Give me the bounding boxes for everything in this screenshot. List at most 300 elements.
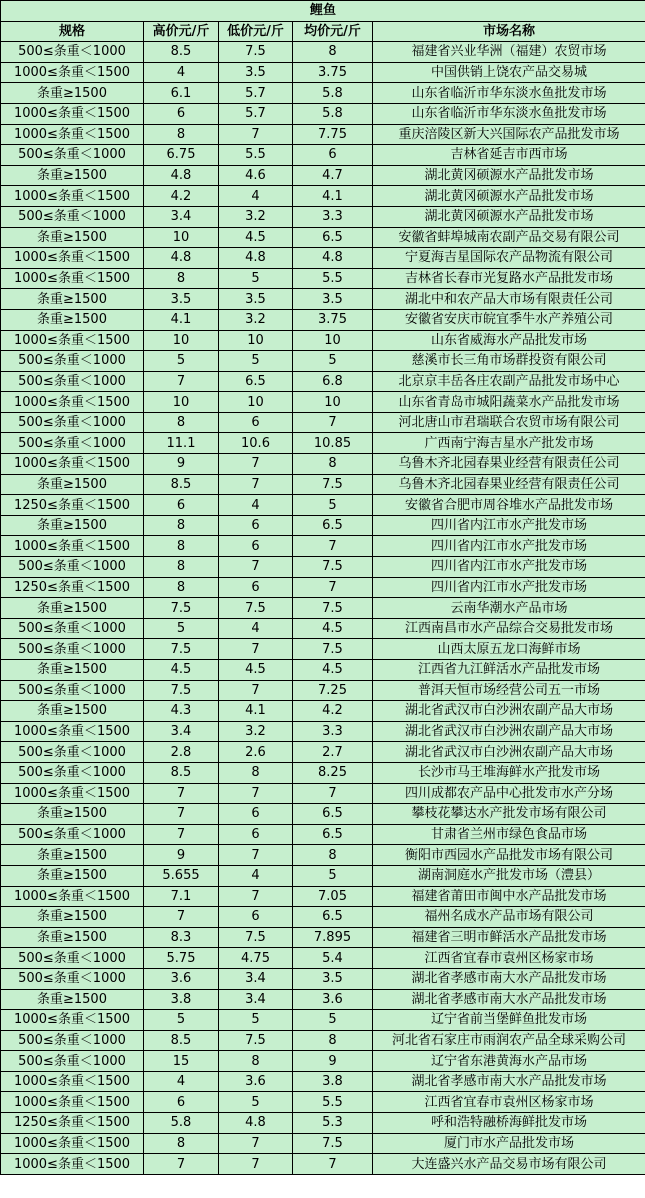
header-market-name: 市场名称 bbox=[373, 21, 645, 42]
cell-market-name: 湖北黄冈硕源水产品批发市场 bbox=[373, 206, 645, 227]
cell-low-price: 5 bbox=[219, 268, 293, 289]
cell-market-name: 大连盛兴水产品交易市场有限公司 bbox=[373, 1154, 645, 1175]
cell-spec: 500≤条重＜1000 bbox=[1, 1051, 144, 1072]
header-avg-price: 均价元/斤 bbox=[293, 21, 373, 42]
table-row bbox=[1, 1113, 645, 1134]
cell-spec: 500≤条重＜1000 bbox=[1, 618, 144, 639]
cell-spec: 条重≥1500 bbox=[1, 804, 144, 825]
cell-market-name: 辽宁省东港黄海水产品市场 bbox=[373, 1051, 645, 1072]
cell-avg-price: 6.5 bbox=[293, 824, 373, 845]
cell-market-name: 四川成都农产品中心批发市水产分场 bbox=[373, 783, 645, 804]
table-row bbox=[1, 701, 645, 722]
cell-low-price: 4.5 bbox=[219, 227, 293, 248]
cell-low-price: 10.6 bbox=[219, 433, 293, 454]
cell-low-price: 10 bbox=[219, 330, 293, 351]
cell-avg-price: 6.8 bbox=[293, 371, 373, 392]
cell-market-name: 湖北省武汉市白沙洲农副产品大市场 bbox=[373, 742, 645, 763]
table-row bbox=[1, 927, 645, 948]
cell-spec: 500≤条重＜1000 bbox=[1, 206, 144, 227]
cell-market-name: 衡阳市西园水产品批发市场有限公司 bbox=[373, 845, 645, 866]
cell-spec: 条重≥1500 bbox=[1, 907, 144, 928]
cell-high-price: 5 bbox=[144, 1010, 219, 1031]
cell-avg-price: 5.8 bbox=[293, 103, 373, 124]
cell-spec: 500≤条重＜1000 bbox=[1, 433, 144, 454]
cell-market-name: 北京京丰岳各庄农副产品批发市场中心 bbox=[373, 371, 645, 392]
cell-low-price: 4 bbox=[219, 865, 293, 886]
cell-avg-price: 5 bbox=[293, 1010, 373, 1031]
cell-high-price: 10 bbox=[144, 330, 219, 351]
cell-market-name: 安徽省合肥市周谷堆水产品批发市场 bbox=[373, 495, 645, 516]
cell-high-price: 7.5 bbox=[144, 680, 219, 701]
cell-high-price: 6 bbox=[144, 495, 219, 516]
cell-high-price: 2.8 bbox=[144, 742, 219, 763]
table-row bbox=[1, 1051, 645, 1072]
cell-spec: 500≤条重＜1000 bbox=[1, 948, 144, 969]
cell-spec: 条重≥1500 bbox=[1, 989, 144, 1010]
cell-spec: 1000≤条重＜1500 bbox=[1, 268, 144, 289]
cell-spec: 1250≤条重＜1500 bbox=[1, 577, 144, 598]
cell-high-price: 4.1 bbox=[144, 309, 219, 330]
cell-high-price: 3.8 bbox=[144, 989, 219, 1010]
cell-low-price: 7 bbox=[219, 1133, 293, 1154]
table-row bbox=[1, 762, 645, 783]
cell-avg-price: 5.8 bbox=[293, 83, 373, 104]
cell-avg-price: 8 bbox=[293, 1030, 373, 1051]
cell-spec: 1000≤条重＜1500 bbox=[1, 392, 144, 413]
cell-spec: 条重≥1500 bbox=[1, 289, 144, 310]
cell-high-price: 8.5 bbox=[144, 1030, 219, 1051]
cell-market-name: 甘肃省兰州市绿色食品市场 bbox=[373, 824, 645, 845]
cell-low-price: 3.4 bbox=[219, 989, 293, 1010]
cell-market-name: 安徽省蚌埠城南农副产品交易有限公司 bbox=[373, 227, 645, 248]
table-row bbox=[1, 268, 645, 289]
cell-avg-price: 7 bbox=[293, 783, 373, 804]
cell-avg-price: 5.4 bbox=[293, 948, 373, 969]
cell-avg-price: 3.5 bbox=[293, 968, 373, 989]
cell-avg-price: 4.1 bbox=[293, 186, 373, 207]
cell-low-price: 4.1 bbox=[219, 701, 293, 722]
cell-low-price: 7 bbox=[219, 845, 293, 866]
cell-high-price: 10 bbox=[144, 227, 219, 248]
cell-high-price: 11.1 bbox=[144, 433, 219, 454]
cell-spec: 500≤条重＜1000 bbox=[1, 351, 144, 372]
table-row bbox=[1, 206, 645, 227]
cell-spec: 条重≥1500 bbox=[1, 598, 144, 619]
cell-market-name: 湖北中和农产品大市场有限责任公司 bbox=[373, 289, 645, 310]
cell-market-name: 湖北黄冈硕源水产品批发市场 bbox=[373, 186, 645, 207]
cell-low-price: 5.7 bbox=[219, 83, 293, 104]
cell-spec: 条重≥1500 bbox=[1, 660, 144, 681]
cell-high-price: 7 bbox=[144, 783, 219, 804]
cell-avg-price: 2.7 bbox=[293, 742, 373, 763]
cell-high-price: 8.3 bbox=[144, 927, 219, 948]
cell-spec: 1000≤条重＜1500 bbox=[1, 886, 144, 907]
cell-market-name: 吉林省长春市光复路水产品批发市场 bbox=[373, 268, 645, 289]
cell-low-price: 3.6 bbox=[219, 1071, 293, 1092]
cell-spec: 500≤条重＜1000 bbox=[1, 42, 144, 63]
cell-market-name: 山西太原五龙口海鲜市场 bbox=[373, 639, 645, 660]
cell-low-price: 7.5 bbox=[219, 927, 293, 948]
cell-avg-price: 6.5 bbox=[293, 227, 373, 248]
cell-avg-price: 5 bbox=[293, 495, 373, 516]
cell-low-price: 8 bbox=[219, 762, 293, 783]
cell-avg-price: 8 bbox=[293, 42, 373, 63]
table-row bbox=[1, 577, 645, 598]
cell-avg-price: 8 bbox=[293, 845, 373, 866]
table-row bbox=[1, 639, 645, 660]
cell-low-price: 4 bbox=[219, 495, 293, 516]
cell-low-price: 7.5 bbox=[219, 1030, 293, 1051]
cell-avg-price: 10.85 bbox=[293, 433, 373, 454]
cell-market-name: 福建省三明市鲜活水产品批发市场 bbox=[373, 927, 645, 948]
cell-low-price: 6 bbox=[219, 536, 293, 557]
cell-spec: 条重≥1500 bbox=[1, 865, 144, 886]
cell-high-price: 8.5 bbox=[144, 474, 219, 495]
cell-spec: 1000≤条重＜1500 bbox=[1, 1010, 144, 1031]
cell-market-name: 长沙市马王堆海鲜水产批发市场 bbox=[373, 762, 645, 783]
cell-avg-price: 6.5 bbox=[293, 804, 373, 825]
table-row bbox=[1, 783, 645, 804]
cell-avg-price: 7 bbox=[293, 577, 373, 598]
cell-avg-price: 3.6 bbox=[293, 989, 373, 1010]
table-row bbox=[1, 351, 645, 372]
cell-market-name: 江西省九江鲜活水产品批发市场 bbox=[373, 660, 645, 681]
cell-low-price: 4.75 bbox=[219, 948, 293, 969]
cell-low-price: 5 bbox=[219, 351, 293, 372]
table-row bbox=[1, 454, 645, 475]
cell-spec: 500≤条重＜1000 bbox=[1, 145, 144, 166]
cell-spec: 条重≥1500 bbox=[1, 227, 144, 248]
cell-avg-price: 5.5 bbox=[293, 1092, 373, 1113]
table-row bbox=[1, 1154, 645, 1175]
cell-spec: 1000≤条重＜1500 bbox=[1, 124, 144, 145]
cell-high-price: 7 bbox=[144, 804, 219, 825]
cell-avg-price: 3.5 bbox=[293, 289, 373, 310]
cell-high-price: 5.8 bbox=[144, 1113, 219, 1134]
cell-avg-price: 7 bbox=[293, 1154, 373, 1175]
cell-high-price: 3.5 bbox=[144, 289, 219, 310]
table-row bbox=[1, 618, 645, 639]
cell-high-price: 8.5 bbox=[144, 42, 219, 63]
table-row bbox=[1, 309, 645, 330]
cell-avg-price: 6.5 bbox=[293, 907, 373, 928]
table-row bbox=[1, 536, 645, 557]
cell-low-price: 10 bbox=[219, 392, 293, 413]
cell-market-name: 湖北黄冈硕源水产品批发市场 bbox=[373, 165, 645, 186]
cell-low-price: 7 bbox=[219, 783, 293, 804]
header-row bbox=[1, 21, 645, 42]
cell-avg-price: 7.5 bbox=[293, 639, 373, 660]
cell-spec: 500≤条重＜1000 bbox=[1, 824, 144, 845]
cell-avg-price: 7.895 bbox=[293, 927, 373, 948]
cell-high-price: 4.8 bbox=[144, 165, 219, 186]
cell-low-price: 4.8 bbox=[219, 248, 293, 269]
cell-high-price: 5.655 bbox=[144, 865, 219, 886]
table-row bbox=[1, 1010, 645, 1031]
cell-high-price: 5.75 bbox=[144, 948, 219, 969]
cell-low-price: 4 bbox=[219, 618, 293, 639]
cell-avg-price: 9 bbox=[293, 1051, 373, 1072]
cell-market-name: 湖南洞庭水产批发市场（澧县） bbox=[373, 865, 645, 886]
cell-low-price: 6 bbox=[219, 907, 293, 928]
cell-avg-price: 7 bbox=[293, 412, 373, 433]
table-title: 鲤鱼 bbox=[1, 1, 645, 22]
table-row bbox=[1, 1092, 645, 1113]
cell-market-name: 湖北省武汉市白沙洲农副产品大市场 bbox=[373, 721, 645, 742]
cell-market-name: 山东省临沂市华东淡水鱼批发市场 bbox=[373, 83, 645, 104]
cell-avg-price: 8.25 bbox=[293, 762, 373, 783]
cell-low-price: 3.2 bbox=[219, 721, 293, 742]
cell-avg-price: 7.5 bbox=[293, 1133, 373, 1154]
cell-market-name: 普洱天恒市场经营公司五一市场 bbox=[373, 680, 645, 701]
cell-low-price: 5.7 bbox=[219, 103, 293, 124]
table-row bbox=[1, 248, 645, 269]
header-spec: 规格 bbox=[1, 21, 144, 42]
cell-spec: 条重≥1500 bbox=[1, 309, 144, 330]
cell-market-name: 重庆涪陵区新大兴国际农产品批发市场 bbox=[373, 124, 645, 145]
cell-high-price: 8 bbox=[144, 515, 219, 536]
table-row bbox=[1, 721, 645, 742]
cell-avg-price: 10 bbox=[293, 392, 373, 413]
table-row bbox=[1, 1071, 645, 1092]
cell-avg-price: 10 bbox=[293, 330, 373, 351]
cell-avg-price: 4.2 bbox=[293, 701, 373, 722]
cell-spec: 条重≥1500 bbox=[1, 165, 144, 186]
cell-spec: 500≤条重＜1000 bbox=[1, 742, 144, 763]
table-row bbox=[1, 660, 645, 681]
table-row bbox=[1, 227, 645, 248]
cell-high-price: 8 bbox=[144, 577, 219, 598]
cell-high-price: 6 bbox=[144, 1092, 219, 1113]
cell-market-name: 山东省青岛市城阳蔬菜水产品批发市场 bbox=[373, 392, 645, 413]
cell-market-name: 厦门市水产品批发市场 bbox=[373, 1133, 645, 1154]
cell-market-name: 四川省内江市水产批发市场 bbox=[373, 515, 645, 536]
cell-low-price: 7 bbox=[219, 1154, 293, 1175]
cell-avg-price: 4.7 bbox=[293, 165, 373, 186]
cell-market-name: 乌鲁木齐北园春果业经营有限责任公司 bbox=[373, 454, 645, 475]
cell-high-price: 6.75 bbox=[144, 145, 219, 166]
cell-low-price: 6 bbox=[219, 412, 293, 433]
table-row bbox=[1, 186, 645, 207]
cell-avg-price: 4.8 bbox=[293, 248, 373, 269]
table-row bbox=[1, 412, 645, 433]
cell-low-price: 5 bbox=[219, 1092, 293, 1113]
cell-market-name: 云南华潮水产品市场 bbox=[373, 598, 645, 619]
cell-spec: 1000≤条重＜1500 bbox=[1, 103, 144, 124]
cell-high-price: 10 bbox=[144, 392, 219, 413]
cell-market-name: 湖北省武汉市白沙洲农副产品大市场 bbox=[373, 701, 645, 722]
cell-spec: 条重≥1500 bbox=[1, 83, 144, 104]
cell-market-name: 江西南昌市水产品综合交易批发市场 bbox=[373, 618, 645, 639]
cell-high-price: 4.3 bbox=[144, 701, 219, 722]
cell-spec: 500≤条重＜1000 bbox=[1, 412, 144, 433]
cell-avg-price: 7.5 bbox=[293, 598, 373, 619]
table-row bbox=[1, 330, 645, 351]
table-row bbox=[1, 1133, 645, 1154]
cell-market-name: 江西省宜春市袁州区杨家市场 bbox=[373, 1092, 645, 1113]
cell-spec: 条重≥1500 bbox=[1, 845, 144, 866]
cell-spec: 1000≤条重＜1500 bbox=[1, 330, 144, 351]
cell-high-price: 3.4 bbox=[144, 721, 219, 742]
cell-high-price: 9 bbox=[144, 454, 219, 475]
cell-low-price: 3.4 bbox=[219, 968, 293, 989]
cell-spec: 500≤条重＜1000 bbox=[1, 639, 144, 660]
cell-high-price: 15 bbox=[144, 1051, 219, 1072]
table-body bbox=[1, 42, 645, 1175]
cell-spec: 500≤条重＜1000 bbox=[1, 371, 144, 392]
cell-avg-price: 7.5 bbox=[293, 474, 373, 495]
cell-spec: 1000≤条重＜1500 bbox=[1, 783, 144, 804]
table-row bbox=[1, 804, 645, 825]
table-row bbox=[1, 515, 645, 536]
cell-avg-price: 7.75 bbox=[293, 124, 373, 145]
cell-avg-price: 7.05 bbox=[293, 886, 373, 907]
cell-high-price: 5 bbox=[144, 618, 219, 639]
cell-market-name: 四川省内江市水产批发市场 bbox=[373, 577, 645, 598]
table-row bbox=[1, 865, 645, 886]
cell-spec: 条重≥1500 bbox=[1, 701, 144, 722]
header-high-price: 高价元/斤 bbox=[144, 21, 219, 42]
cell-spec: 500≤条重＜1000 bbox=[1, 1030, 144, 1051]
cell-avg-price: 3.75 bbox=[293, 62, 373, 83]
cell-market-name: 四川省内江市水产批发市场 bbox=[373, 557, 645, 578]
cell-avg-price: 3.3 bbox=[293, 206, 373, 227]
cell-avg-price: 6 bbox=[293, 145, 373, 166]
cell-market-name: 河北省石家庄市雨润农产品全球采购公司 bbox=[373, 1030, 645, 1051]
cell-market-name: 山东省威海水产品批发市场 bbox=[373, 330, 645, 351]
cell-spec: 1000≤条重＜1500 bbox=[1, 1092, 144, 1113]
cell-avg-price: 5.3 bbox=[293, 1113, 373, 1134]
cell-avg-price: 3.3 bbox=[293, 721, 373, 742]
cell-low-price: 3.2 bbox=[219, 309, 293, 330]
cell-market-name: 慈溪市长三角市场群投资有限公司 bbox=[373, 351, 645, 372]
cell-avg-price: 3.8 bbox=[293, 1071, 373, 1092]
cell-spec: 1250≤条重＜1500 bbox=[1, 495, 144, 516]
cell-market-name: 乌鲁木齐北园春果业经营有限责任公司 bbox=[373, 474, 645, 495]
cell-market-name: 湖北省孝感市南大水产品批发市场 bbox=[373, 1071, 645, 1092]
cell-spec: 1000≤条重＜1500 bbox=[1, 454, 144, 475]
cell-low-price: 3.5 bbox=[219, 62, 293, 83]
cell-spec: 1000≤条重＜1500 bbox=[1, 721, 144, 742]
cell-avg-price: 7 bbox=[293, 536, 373, 557]
cell-high-price: 6.1 bbox=[144, 83, 219, 104]
cell-low-price: 4 bbox=[219, 186, 293, 207]
header-low-price: 低价元/斤 bbox=[219, 21, 293, 42]
cell-high-price: 4.5 bbox=[144, 660, 219, 681]
cell-market-name: 安徽省安庆市皖宜季牛水产养殖公司 bbox=[373, 309, 645, 330]
cell-low-price: 6 bbox=[219, 824, 293, 845]
table-row bbox=[1, 907, 645, 928]
cell-market-name: 吉林省延吉市西市场 bbox=[373, 145, 645, 166]
table-row bbox=[1, 289, 645, 310]
table-row bbox=[1, 433, 645, 454]
cell-spec: 条重≥1500 bbox=[1, 515, 144, 536]
cell-high-price: 4 bbox=[144, 1071, 219, 1092]
table-row bbox=[1, 145, 645, 166]
cell-avg-price: 7.5 bbox=[293, 557, 373, 578]
cell-market-name: 广西南宁海吉星水产批发市场 bbox=[373, 433, 645, 454]
table-row bbox=[1, 474, 645, 495]
cell-high-price: 7 bbox=[144, 907, 219, 928]
cell-low-price: 7.5 bbox=[219, 598, 293, 619]
cell-low-price: 7 bbox=[219, 639, 293, 660]
cell-low-price: 7 bbox=[219, 474, 293, 495]
cell-avg-price: 5 bbox=[293, 865, 373, 886]
cell-high-price: 8 bbox=[144, 412, 219, 433]
cell-market-name: 呼和浩特融桥海鲜批发市场 bbox=[373, 1113, 645, 1134]
cell-high-price: 7.1 bbox=[144, 886, 219, 907]
cell-high-price: 3.6 bbox=[144, 968, 219, 989]
cell-avg-price: 5 bbox=[293, 351, 373, 372]
cell-market-name: 福建省兴业华洲（福建）农贸市场 bbox=[373, 42, 645, 63]
cell-high-price: 3.4 bbox=[144, 206, 219, 227]
cell-low-price: 7 bbox=[219, 557, 293, 578]
cell-low-price: 3.5 bbox=[219, 289, 293, 310]
table-row bbox=[1, 124, 645, 145]
cell-market-name: 辽宁省前当堡鲜鱼批发市场 bbox=[373, 1010, 645, 1031]
cell-low-price: 7 bbox=[219, 680, 293, 701]
table-row bbox=[1, 680, 645, 701]
cell-high-price: 7 bbox=[144, 824, 219, 845]
cell-avg-price: 4.5 bbox=[293, 660, 373, 681]
cell-high-price: 8 bbox=[144, 268, 219, 289]
cell-high-price: 7.5 bbox=[144, 598, 219, 619]
cell-high-price: 7 bbox=[144, 371, 219, 392]
cell-market-name: 河北唐山市君瑞联合农贸市场有限公司 bbox=[373, 412, 645, 433]
cell-market-name: 湖北省孝感市南大水产品批发市场 bbox=[373, 968, 645, 989]
cell-low-price: 7 bbox=[219, 454, 293, 475]
cell-market-name: 中国供销上饶农产品交易城 bbox=[373, 62, 645, 83]
cell-avg-price: 4.5 bbox=[293, 618, 373, 639]
cell-low-price: 5.5 bbox=[219, 145, 293, 166]
cell-avg-price: 6.5 bbox=[293, 515, 373, 536]
cell-high-price: 7 bbox=[144, 1154, 219, 1175]
cell-spec: 条重≥1500 bbox=[1, 927, 144, 948]
cell-low-price: 4.6 bbox=[219, 165, 293, 186]
cell-spec: 1000≤条重＜1500 bbox=[1, 1133, 144, 1154]
cell-market-name: 湖北省孝感市南大水产品批发市场 bbox=[373, 989, 645, 1010]
cell-high-price: 6 bbox=[144, 103, 219, 124]
cell-low-price: 7.5 bbox=[219, 42, 293, 63]
cell-low-price: 7 bbox=[219, 124, 293, 145]
table-row bbox=[1, 557, 645, 578]
cell-high-price: 7.5 bbox=[144, 639, 219, 660]
cell-high-price: 8 bbox=[144, 1133, 219, 1154]
cell-spec: 500≤条重＜1000 bbox=[1, 968, 144, 989]
table-row bbox=[1, 989, 645, 1010]
cell-spec: 1000≤条重＜1500 bbox=[1, 62, 144, 83]
table-row bbox=[1, 392, 645, 413]
table-row bbox=[1, 165, 645, 186]
table-row bbox=[1, 371, 645, 392]
table-row bbox=[1, 598, 645, 619]
cell-high-price: 8.5 bbox=[144, 762, 219, 783]
cell-market-name: 宁夏海吉星国际农产品物流有限公司 bbox=[373, 248, 645, 269]
cell-spec: 500≤条重＜1000 bbox=[1, 762, 144, 783]
cell-spec: 1000≤条重＜1500 bbox=[1, 1071, 144, 1092]
cell-low-price: 7 bbox=[219, 886, 293, 907]
cell-avg-price: 5.5 bbox=[293, 268, 373, 289]
table-row bbox=[1, 42, 645, 63]
cell-spec: 1000≤条重＜1500 bbox=[1, 186, 144, 207]
title-row bbox=[1, 1, 645, 22]
cell-spec: 1250≤条重＜1500 bbox=[1, 1113, 144, 1134]
cell-market-name: 攀枝花攀达水产批发市场有限公司 bbox=[373, 804, 645, 825]
table-row bbox=[1, 886, 645, 907]
cell-high-price: 8 bbox=[144, 124, 219, 145]
cell-spec: 500≤条重＜1000 bbox=[1, 680, 144, 701]
cell-low-price: 5 bbox=[219, 1010, 293, 1031]
